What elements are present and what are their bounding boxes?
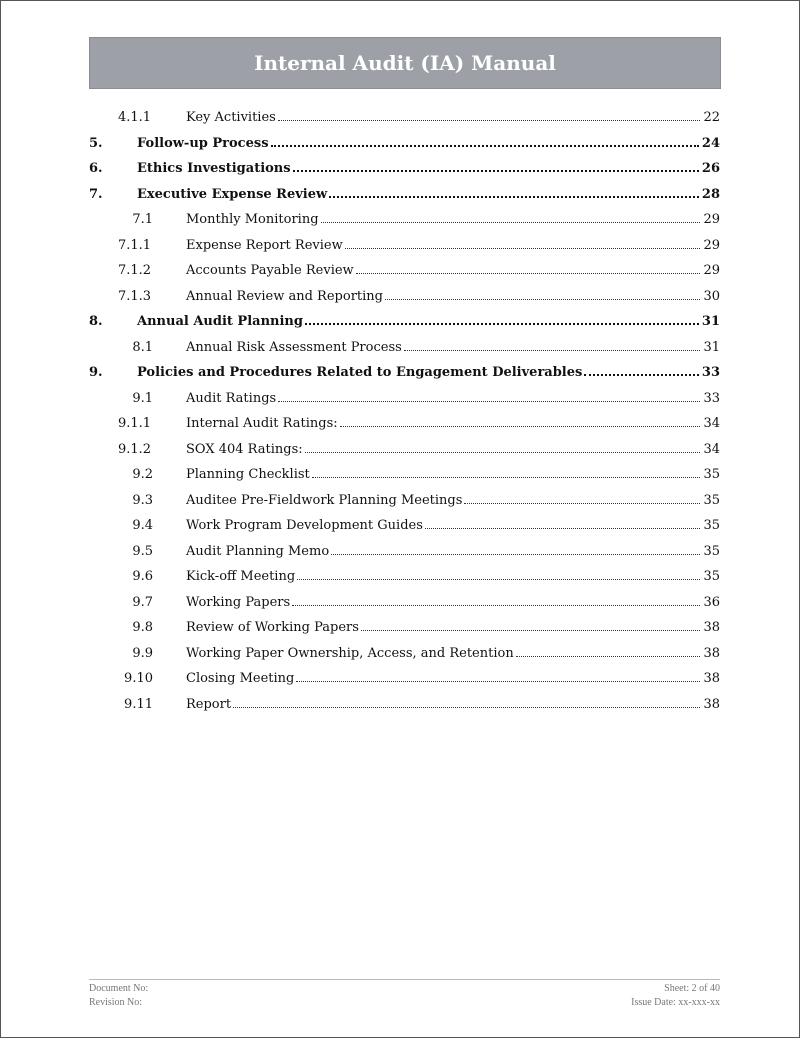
toc-entry-link[interactable]: [186, 110, 720, 125]
toc-dot-leader: [329, 195, 699, 198]
toc-entry-number: 9.1.2: [118, 441, 152, 457]
toc-entry-number: 8.: [89, 314, 103, 330]
toc-dot-leader: [404, 349, 701, 351]
toc-entry-title: Annual Risk Assessment Process: [186, 339, 402, 355]
toc-dot-leader: [296, 680, 700, 682]
issue-date: Issue Date: xx-xxx-xx: [631, 997, 720, 1008]
toc-entry-page: 35: [703, 467, 720, 483]
toc-entry-link[interactable]: [186, 544, 720, 559]
toc-entry-title: SOX 404 Ratings:: [186, 441, 303, 457]
toc-entry-number: 9.7: [132, 594, 153, 610]
toc-entry-page: 36: [703, 594, 720, 610]
toc-entry-title: Follow-up Process: [137, 135, 269, 151]
toc-entry-number: 9.8: [132, 620, 153, 636]
toc-entry[interactable]: [89, 513, 720, 539]
toc-entry-title: Closing Meeting: [186, 671, 295, 687]
toc-entry-page: 29: [703, 263, 720, 279]
toc-entry-number: 9.2: [132, 467, 153, 483]
toc-entry-number: 9.9: [132, 645, 153, 661]
toc-entry-page: 29: [703, 237, 720, 253]
toc-entry-link[interactable]: [137, 187, 720, 202]
toc-entry[interactable]: [89, 360, 720, 386]
toc-dot-leader: [321, 221, 701, 223]
page-title: Internal Audit (IA) Manual: [254, 51, 556, 75]
toc-entry[interactable]: [89, 564, 720, 590]
toc-entry-number: 5.: [89, 135, 103, 151]
toc-entry[interactable]: [89, 615, 720, 641]
toc-entry-page: 33: [703, 390, 720, 406]
toc-entry[interactable]: [89, 131, 720, 157]
toc-entry-title: Accounts Payable Review: [186, 263, 354, 279]
toc-entry-link[interactable]: [137, 314, 720, 329]
toc-entry-title: Audit Planning Memo: [186, 543, 330, 559]
toc-entry-number: 7.1.1: [118, 237, 152, 253]
toc-entry-link[interactable]: [186, 518, 720, 533]
toc-entry-number: 9.6: [132, 569, 153, 585]
header-banner: [89, 37, 721, 89]
toc-dot-leader: [305, 451, 701, 453]
footer-divider: [89, 979, 720, 980]
toc-entry-page: 35: [703, 569, 720, 585]
toc-entry[interactable]: [89, 207, 720, 233]
toc-entry[interactable]: [89, 309, 720, 335]
toc-entry-title: Annual Review and Reporting: [186, 288, 383, 304]
sheet-number: Sheet: 2 of 40: [664, 983, 720, 994]
toc-entry-title: Annual Audit Planning: [137, 314, 303, 330]
toc-entry-number: 7.1.3: [118, 288, 152, 304]
toc-entry-link[interactable]: [186, 569, 720, 584]
toc-dot-leader: [356, 272, 701, 274]
document-no-label: Document No:: [89, 983, 149, 994]
toc-entry-title: Internal Audit Ratings:: [186, 416, 338, 432]
toc-dot-leader: [278, 400, 700, 402]
toc-entry-title: Work Program Development Guides: [186, 518, 423, 534]
toc-entry-number: 9.3: [132, 492, 153, 508]
toc-dot-leader: [278, 119, 701, 121]
toc-entry-link[interactable]: [186, 289, 720, 304]
toc-dot-leader: [516, 655, 701, 657]
toc-entry-title: Kick-off Meeting: [186, 569, 296, 585]
toc-entry[interactable]: [89, 488, 720, 514]
toc-entry-link[interactable]: [186, 467, 720, 482]
toc-dot-leader: [584, 373, 699, 376]
toc-entry-page: 33: [701, 365, 720, 381]
toc-entry-number: 9.: [89, 365, 103, 381]
toc-entry-link[interactable]: [186, 263, 720, 278]
toc-entry-title: Report: [186, 696, 232, 712]
toc-entry[interactable]: [89, 182, 720, 208]
toc-entry-page: 38: [703, 620, 720, 636]
toc-entry-page: 34: [703, 416, 720, 432]
toc-entry[interactable]: [89, 105, 720, 131]
toc-entry[interactable]: [89, 156, 720, 182]
toc-entry-page: 22: [703, 110, 720, 126]
toc-entry-page: 38: [703, 645, 720, 661]
toc-entry-page: 28: [701, 186, 720, 202]
toc-entry-link[interactable]: [186, 340, 720, 355]
toc-entry[interactable]: [89, 590, 720, 616]
toc-entry[interactable]: [89, 411, 720, 437]
toc-entry-number: 4.1.1: [118, 110, 152, 126]
revision-no-label: Revision No:: [89, 997, 143, 1008]
toc-entry-number: 6.: [89, 161, 103, 177]
toc-entry-title: Audit Ratings: [186, 390, 277, 406]
toc-entry-title: Auditee Pre-Fieldwork Planning Meetings: [186, 492, 463, 508]
toc-entry[interactable]: [89, 335, 720, 361]
toc-entry-number: 7.1: [132, 212, 153, 228]
toc-entry-title: Key Activities: [186, 110, 276, 126]
toc-entry-page: 38: [703, 696, 720, 712]
toc-entry-number: 9.1.1: [118, 416, 152, 432]
toc-entry-number: 9.4: [132, 518, 153, 534]
toc-dot-leader: [331, 553, 700, 555]
toc-entry[interactable]: [89, 386, 720, 412]
toc-entry-link[interactable]: [137, 365, 720, 380]
toc-entry[interactable]: [89, 692, 720, 718]
toc-entry-title: Working Paper Ownership, Access, and Retention: [186, 645, 514, 661]
toc-entry-link[interactable]: [186, 391, 720, 406]
table-of-contents: [89, 105, 720, 717]
toc-dot-leader: [425, 527, 701, 529]
toc-entry-page: 30: [703, 288, 720, 304]
toc-entry[interactable]: [89, 539, 720, 565]
toc-entry[interactable]: [89, 437, 720, 463]
toc-entry-number: 7.1.2: [118, 263, 152, 279]
toc-entry-link[interactable]: [186, 416, 720, 431]
toc-entry-number: 9.1: [132, 390, 153, 406]
toc-dot-leader: [233, 706, 700, 708]
toc-entry-title: Executive Expense Review: [137, 186, 328, 202]
toc-entry-number: 7.: [89, 186, 103, 202]
toc-entry[interactable]: [89, 641, 720, 667]
toc-entry-title: Ethics Investigations: [137, 161, 291, 177]
toc-dot-leader: [305, 322, 699, 325]
toc-entry-link[interactable]: [186, 212, 720, 227]
toc-dot-leader: [297, 578, 700, 580]
toc-entry-number: 8.1: [132, 339, 153, 355]
toc-entry-title: Policies and Procedures Related to Engagement Deliverables: [137, 365, 583, 381]
toc-entry-link[interactable]: [186, 620, 720, 635]
toc-entry[interactable]: [89, 284, 720, 310]
toc-entry-page: 35: [703, 518, 720, 534]
toc-dot-leader: [361, 629, 701, 631]
toc-entry-page: 31: [701, 314, 720, 330]
toc-entry-link[interactable]: [186, 646, 720, 661]
toc-entry-page: 24: [701, 135, 720, 151]
toc-entry-link[interactable]: [137, 161, 720, 176]
toc-entry-link[interactable]: [186, 493, 720, 508]
toc-entry[interactable]: [89, 258, 720, 284]
toc-entry-title: Planning Checklist: [186, 467, 310, 483]
toc-entry-link[interactable]: [186, 442, 720, 457]
toc-entry-number: 9.11: [124, 696, 153, 712]
toc-entry-page: 34: [703, 441, 720, 457]
toc-entry-link[interactable]: [186, 671, 720, 686]
toc-entry[interactable]: [89, 233, 720, 259]
toc-entry-title: Monthly Monitoring: [186, 212, 319, 228]
toc-dot-leader: [312, 476, 701, 478]
toc-entry-title: Review of Working Papers: [186, 620, 359, 636]
toc-entry-page: 35: [703, 543, 720, 559]
toc-entry-number: 9.10: [124, 671, 153, 687]
toc-entry-number: 9.5: [132, 543, 153, 559]
toc-entry-title: Expense Report Review: [186, 237, 343, 253]
toc-entry-page: 31: [703, 339, 720, 355]
toc-dot-leader: [345, 247, 701, 249]
toc-entry-page: 35: [703, 492, 720, 508]
toc-entry-link[interactable]: [186, 595, 720, 610]
toc-entry-link[interactable]: [186, 238, 720, 253]
toc-dot-leader: [464, 502, 700, 504]
toc-dot-leader: [271, 144, 699, 147]
toc-entry-link[interactable]: [186, 697, 720, 712]
toc-entry[interactable]: [89, 462, 720, 488]
toc-entry-page: 26: [701, 161, 720, 177]
toc-dot-leader: [293, 169, 699, 172]
toc-dot-leader: [385, 298, 700, 300]
toc-entry-page: 38: [703, 671, 720, 687]
toc-entry-title: Working Papers: [186, 594, 291, 610]
toc-dot-leader: [340, 425, 701, 427]
toc-entry[interactable]: [89, 666, 720, 692]
toc-dot-leader: [292, 604, 700, 606]
toc-entry-link[interactable]: [137, 136, 720, 151]
toc-entry-page: 29: [703, 212, 720, 228]
